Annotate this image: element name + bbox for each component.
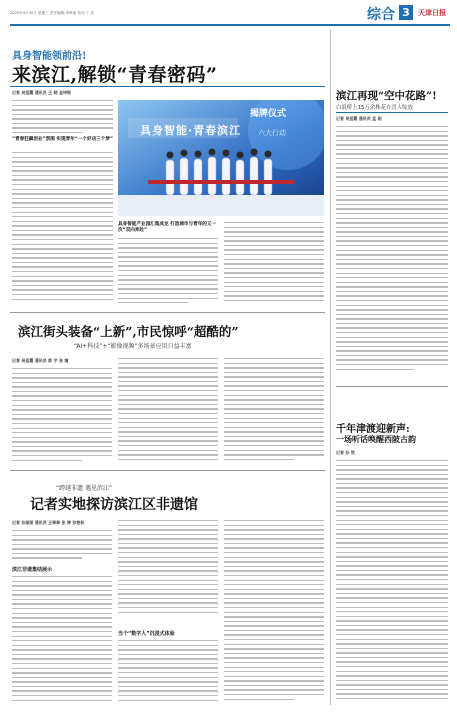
article3-col3 [224, 358, 324, 464]
article4-top-rule [336, 386, 448, 387]
article2-byline: 记者 吴延霞 通讯员 孟 刚 [336, 116, 382, 121]
article1-kicker: 具身智能领前沿! [12, 51, 87, 62]
photo-ribbon-text: 揭牌仪式 [250, 109, 287, 119]
page-number: 3 [399, 5, 413, 20]
photo-banner-text: 具身智能·青春滨江 [140, 124, 242, 137]
article3-top-rule [10, 312, 325, 313]
article5-col2a [118, 520, 218, 620]
article3-subhead: “AI+科技”+“影像视频”多场景应用日益丰富 [74, 343, 192, 350]
article5-top-rule [10, 470, 325, 471]
article1-col1b [12, 152, 113, 305]
section-label: 综合 [367, 7, 395, 23]
event-photo-graphic [118, 100, 324, 216]
article1-col2 [118, 238, 218, 306]
article3-col1 [12, 368, 112, 464]
article3-headline: 滨江街头装备“上新”,市民惊呼“超酷的” [18, 324, 239, 339]
article1-headline: 来滨江,解锁“青春密码” [12, 64, 218, 86]
article5-col1b [12, 576, 112, 706]
article4-body [336, 460, 448, 705]
article5-col3 [224, 520, 324, 706]
article3-byline: 记者 吴延霞 通讯员 郭 宇 张 婧 [12, 358, 69, 363]
article4-subhead: 一场听话唤醒西陂古韵 [336, 434, 416, 444]
article5-kicker: “跨越非遗 遇见滨江” [56, 485, 113, 492]
article1-byline: 记者 吴延霞 通讯员 王 晓 金坤锐 [12, 90, 71, 95]
article4-byline: 记者 孙 然 [336, 450, 355, 455]
paper-name: 天津日报 [418, 8, 446, 17]
article1-col3 [224, 222, 324, 306]
photo-subtitle: 六大行动 [258, 129, 286, 137]
masthead-rule [10, 24, 450, 26]
headline-rule [10, 86, 325, 87]
article5-section1: 滨江非遗集结展示 [12, 567, 53, 573]
article2-rule [336, 112, 448, 113]
article2-headline: 滨江再现“空中花路”! [336, 90, 437, 102]
masthead-left: 2025年4月30日 星期三 责任编辑:李珍丽 校对:丁 浩 [10, 11, 95, 15]
article1-col1 [12, 100, 113, 136]
article3-col2 [118, 358, 218, 464]
article5-headline: 记者实地探访滨江区非遗馆 [30, 497, 198, 513]
article5-byline: 记者 孙丽丽 通讯员 王翠翠 张 婷 张艳秋 [12, 520, 85, 525]
article4-headline: 千年津渡迎新声: [336, 424, 410, 435]
article5-col2b [118, 640, 218, 706]
article2-subhead: 白浪桥上15万余株花卉喜人绽放 [336, 105, 413, 111]
article5-col1a [12, 530, 112, 562]
column-divider [330, 30, 331, 705]
article5-section2: 当个“数字人”沉浸式体验 [118, 631, 175, 637]
article1-subhead2: 具身智能产业园汇集成龙 打造城市与青年的又一次“双向奔赴” [118, 222, 217, 233]
article1-subhead1: “青春狂飙创业”氛围 实现青年“一个好店三个梦” [12, 137, 113, 142]
article2-body [336, 126, 448, 376]
event-photo [118, 100, 324, 216]
